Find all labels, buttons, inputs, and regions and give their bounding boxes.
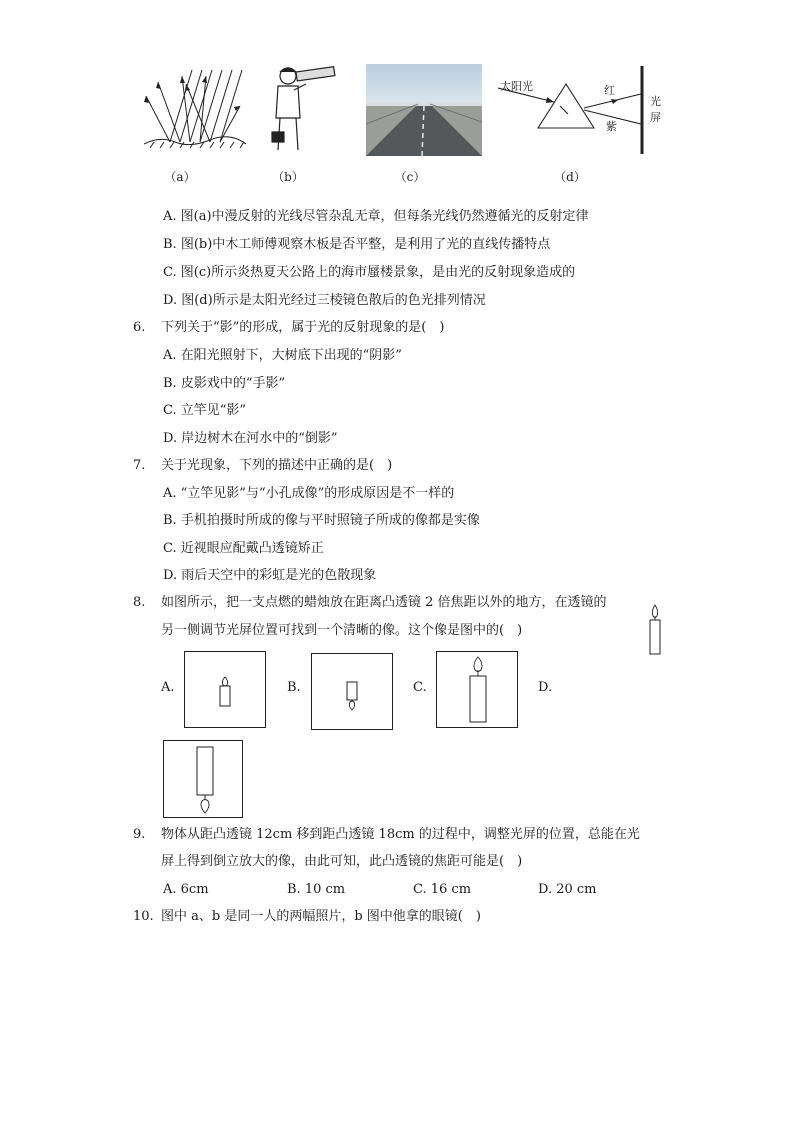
- prism-label-red: 红: [604, 84, 615, 97]
- q5-option-d: D. 图(d)所示是太阳光经过三棱镜色散后的色光排列情况: [163, 293, 486, 308]
- q8-stem-line1: 如图所示，把一支点燃的蜡烛放在距离凸透镜 2 倍焦距以外的地方，在透镜的: [161, 595, 607, 610]
- figure-d-prism-dispersion: [498, 62, 668, 158]
- q5-option-b: B. 图(b)中木工师傅观察木板是否平整，是利用了光的直线传播特点: [163, 237, 551, 252]
- q9-stem-line1: 物体从距凸透镜 12cm 移到距凸透镜 18cm 的过程中，调整光屏的位置，总能在光: [161, 827, 640, 842]
- figure-a-diffuse-reflection: [140, 62, 250, 154]
- q9-option-c: C. 16 cm: [413, 882, 472, 897]
- q6-number: 6.: [133, 320, 146, 335]
- q8-option-a-label: A.: [161, 680, 175, 695]
- q6-stem: 下列关于“影”的形成，属于光的反射现象的是( ): [161, 320, 445, 335]
- q8-reference-candle: [648, 604, 662, 656]
- q5-option-a: A. 图(a)中漫反射的光线尽管杂乱无章，但每条光线仍然遵循光的反射定律: [163, 209, 589, 224]
- q8-option-c-label: C.: [413, 680, 427, 695]
- q8-option-d-label: D.: [538, 680, 553, 695]
- prism-label-screen: 光屏: [650, 95, 661, 124]
- caption-c: （c）: [394, 170, 426, 184]
- q5-option-c: C. 图(c)所示炎热夏天公路上的海市蜃楼景象，是由光的反射现象造成的: [163, 265, 576, 280]
- caption-a: （a）: [164, 170, 196, 184]
- figure-b-carpenter: [266, 62, 336, 156]
- q7-option-a: A. “立竿见影”与“小孔成像”的形成原因是不一样的: [163, 486, 455, 501]
- q6-option-b: B. 皮影戏中的“手影”: [163, 376, 286, 391]
- q7-number: 7.: [133, 458, 146, 473]
- q9-option-a: A. 6cm: [163, 882, 209, 897]
- q8-option-a-image[interactable]: [184, 651, 266, 728]
- q8-option-c-image[interactable]: [436, 651, 518, 728]
- q6-option-d: D. 岸边树木在河水中的“倒影”: [163, 431, 338, 446]
- q10-number: 10.: [133, 909, 154, 924]
- q6-option-c: C. 立竿见“影”: [163, 403, 247, 418]
- q7-option-b: B. 手机拍摄时所成的像与平时照镜子所成的像都是实像: [163, 513, 480, 528]
- caption-b: （b）: [272, 170, 304, 184]
- q8-option-b-image[interactable]: [311, 653, 393, 730]
- q7-stem: 关于光现象，下列的描述中正确的是( ): [161, 458, 393, 473]
- q9-number: 9.: [133, 827, 146, 842]
- q8-option-d-image[interactable]: [163, 740, 243, 818]
- caption-d: （d）: [554, 170, 586, 184]
- q8-number: 8.: [133, 595, 146, 610]
- q6-option-a: A. 在阳光照射下，大树底下出现的“阴影”: [163, 348, 402, 363]
- q7-option-d: D. 雨后天空中的彩虹是光的色散现象: [163, 568, 377, 583]
- q9-option-b: B. 10 cm: [287, 882, 346, 897]
- q9-stem-line2: 屏上得到倒立放大的像，由此可知，此凸透镜的焦距可能是( ): [161, 854, 523, 869]
- q8-stem-line2: 另一侧调节光屏位置可找到一个清晰的像。这个像是图中的( ): [161, 623, 523, 638]
- q7-option-c: C. 近视眼应配戴凸透镜矫正: [163, 541, 324, 556]
- prism-label-sunlight: 太阳光: [500, 80, 533, 93]
- q9-option-d: D. 20 cm: [538, 882, 597, 897]
- q10-stem: 图中 a、b 是同一人的两幅照片，b 图中他拿的眼镜( ): [161, 909, 481, 924]
- figure-c-road-mirage-photo: [366, 64, 482, 156]
- prism-label-violet: 紫: [606, 120, 617, 133]
- q8-option-b-label: B.: [287, 680, 301, 695]
